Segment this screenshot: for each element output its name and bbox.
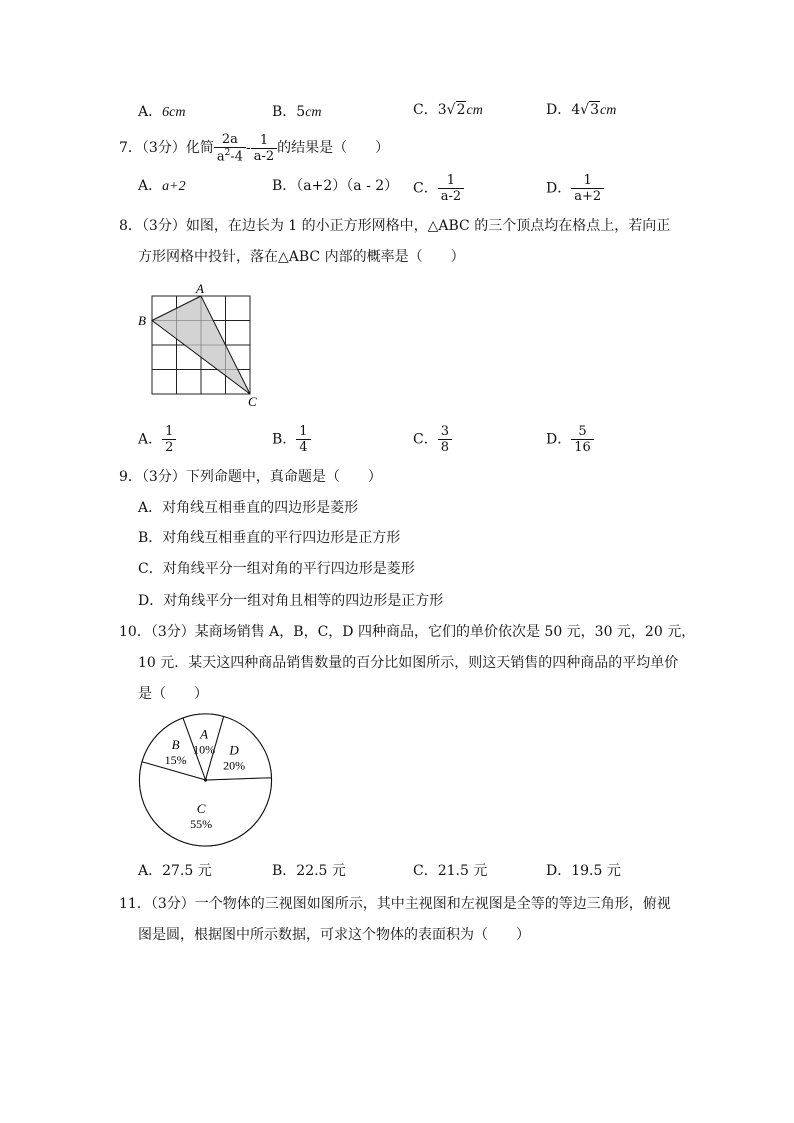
fraction: $\frac{1}{2}$ xyxy=(162,424,176,455)
fraction: $\frac{1}{a+2}$ xyxy=(571,173,604,204)
sqrt-sign-icon: √ xyxy=(580,102,590,118)
fraction: $\frac{5}{16}$ xyxy=(571,424,594,455)
q7-option-b[interactable]: B．（a+2）（a - 2） xyxy=(272,178,399,194)
q10-option-b[interactable]: B．22.5 元 xyxy=(272,863,346,879)
q10-stem-line1: 10．（3分）某商场销售 A，B，C，D 四种商品，它们的单价依次是 50 元，30 元，20 元， xyxy=(119,624,696,640)
fraction: $\frac{1}{a-2}$ xyxy=(438,173,464,204)
q7-option-a[interactable]: A．a+2 xyxy=(138,178,186,194)
vertex-b-label: B xyxy=(138,313,146,328)
q11-stem-line2: 图是圆，根据图中所示数据，可求这个物体的表面积为（ ） xyxy=(138,927,530,943)
fraction: $\frac{3}{8}$ xyxy=(438,424,452,455)
q8-stem-line2: 方形网格中投针，落在△ABC 内部的概率是（ ） xyxy=(138,249,465,265)
pie-label-category-a: A xyxy=(200,726,209,742)
q7-option-d[interactable]: D． $\frac{1}{a+2}$ xyxy=(546,173,604,204)
q11-stem-line1: 11．（3分）一个物体的三视图如图所示，其中主视图和左视图是全等的等边三角形，俯视 xyxy=(119,896,671,912)
q8-option-c[interactable]: C． $\frac{3}{8}$ xyxy=(413,424,452,455)
q9-option-b[interactable]: B．对角线互相垂直的平行四边形是正方形 xyxy=(138,530,401,546)
q6-option-d[interactable]: D．4√3cm xyxy=(546,102,617,118)
q6-option-a[interactable]: A．6cm xyxy=(138,104,186,120)
q10-option-a[interactable]: A．27.5 元 xyxy=(138,863,212,879)
q8-option-d[interactable]: D． $\frac{5}{16}$ xyxy=(546,424,594,455)
q7-stem: 7．（3分）化简 $\frac{2a}{a^2-4}$ - $\frac{1}{a-2}$ 的结果是（ ） xyxy=(119,131,390,165)
q9-option-d[interactable]: D．对角线平分一组对角且相等的四边形是正方形 xyxy=(138,593,444,609)
fraction: $\frac{1}{a-2}$ xyxy=(251,133,277,164)
vertex-c-label: C xyxy=(248,394,257,409)
q8-option-a[interactable]: A． $\frac{1}{2}$ xyxy=(138,424,176,455)
pie-label-percent-b: 15% xyxy=(164,753,187,768)
q8-option-b[interactable]: B． $\frac{1}{4}$ xyxy=(272,424,311,455)
q8-grid-figure xyxy=(132,280,272,410)
pie-label-category-b: B xyxy=(171,737,180,753)
vertex-a-label: A xyxy=(196,281,204,296)
fraction: $\frac{2a}{a^2-4}$ xyxy=(214,132,246,164)
q9-option-a[interactable]: A．对角线互相垂直的四边形是菱形 xyxy=(138,500,359,516)
pie-label-percent-d: 20% xyxy=(223,758,246,773)
pie-label-category-d: D xyxy=(229,742,239,758)
q6-option-b[interactable]: B．5cm xyxy=(272,104,322,120)
pie-center-dot xyxy=(204,778,207,781)
q10-stem-line3: 是（ ） xyxy=(138,686,208,702)
q10-option-c[interactable]: C．21.5 元 xyxy=(413,863,488,879)
q9-stem: 9．（3分）下列命题中，真命题是（ ） xyxy=(119,469,382,485)
q10-stem-line2: 10 元．某天这四种商品销售数量的百分比如图所示，则这天销售的四种商品的平均单价 xyxy=(138,655,679,671)
q9-option-c[interactable]: C．对角线平分一组对角的平行四边形是菱形 xyxy=(138,561,415,577)
pie-label-percent-c: 55% xyxy=(190,817,213,832)
q7-option-c[interactable]: C． $\frac{1}{a-2}$ xyxy=(413,173,464,204)
pie-label-percent-a: 10% xyxy=(193,742,216,757)
q6-option-c[interactable]: C．3√2cm xyxy=(413,102,483,118)
sqrt-sign-icon: √ xyxy=(446,102,456,118)
fraction: $\frac{1}{4}$ xyxy=(296,424,310,455)
q8-stem-line1: 8．（3分）如图，在边长为 1 的小正方形网格中，△ABC 的三个顶点均在格点上，若向正 xyxy=(119,218,671,234)
pie-label-category-c: C xyxy=(196,801,206,817)
q10-option-d[interactable]: D．19.5 元 xyxy=(546,863,621,879)
q10-pie-chart xyxy=(132,710,282,850)
